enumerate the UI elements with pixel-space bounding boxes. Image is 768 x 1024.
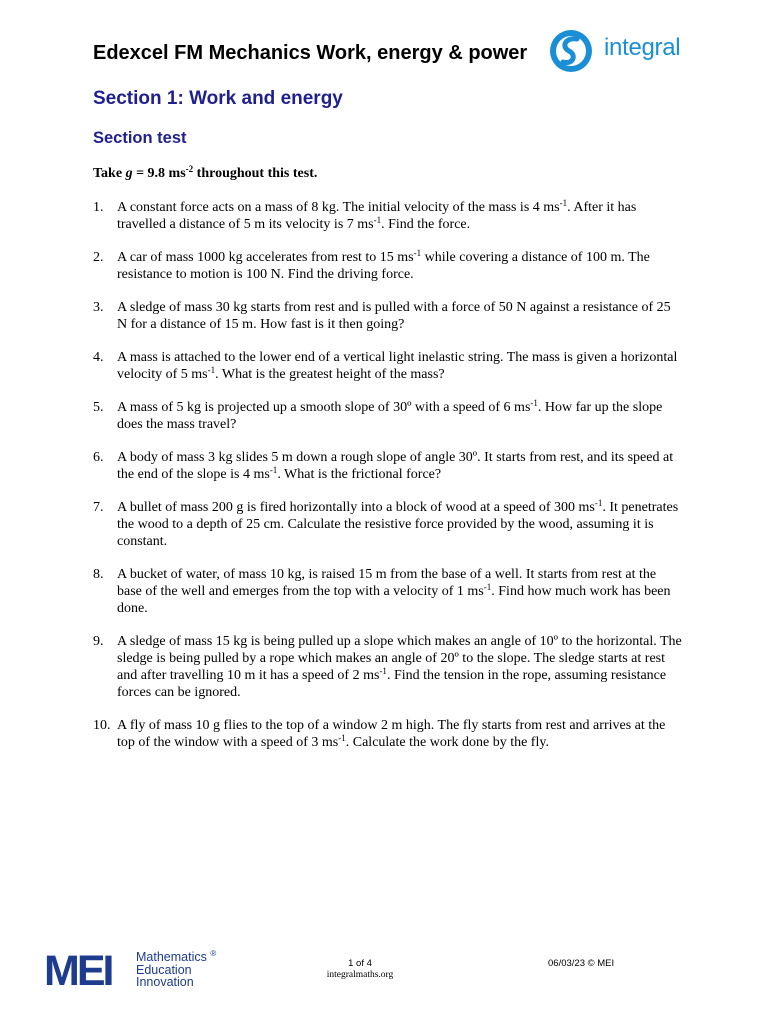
question-text: . Calculate the work done by the fly.	[345, 735, 549, 750]
mei-logo-mark: MEI	[44, 947, 112, 995]
superscript: -1	[338, 733, 346, 743]
question-item	[93, 249, 683, 283]
question-text: A bucket of water, of mass 10 kg, is raised 15 m from the base of a well. It starts from rest at the base of the well and emerges from the top with a velocity of 1 ms	[117, 567, 657, 599]
footer-date: 06/03/23 © MEI	[548, 958, 615, 969]
page-number: 1 of 4	[348, 958, 372, 969]
question-number: 6.	[93, 450, 104, 465]
question-text: . It penetrates the wood to a depth of 25 cm. Calculate the resistive force provided by the wood, assuming it is constant.	[117, 500, 679, 549]
question-item	[93, 199, 683, 233]
question-list	[93, 199, 683, 767]
question-number: 2.	[93, 250, 104, 265]
question-text: . Find how much work has been done.	[117, 584, 671, 616]
superscript: -1	[483, 582, 492, 592]
question-item	[93, 717, 683, 751]
integral-logo-text: integral	[604, 34, 681, 61]
test-instruction: Take g = 9.8 $ms^{-2}$ throughout this test.	[93, 164, 318, 181]
question-text: A fly of mass 10 g flies to the top of a window 2 m high. The fly starts from rest and arrives at the top of the window with a speed of 3 ms	[117, 718, 666, 750]
question-text: A bullet of mass 200 g is fired horizontally into a block of wood at a speed of 300 ms	[117, 500, 595, 515]
mei-logo-words: Mathematics ® Education Innovation	[136, 949, 217, 989]
question-text: A sledge of mass 30 kg starts from rest and is pulled with a force of 50 N against a resistance of 25 N for a distance of 15 m. How fast is it then going?	[117, 300, 671, 332]
superscript: -1	[207, 365, 216, 375]
question-item	[93, 566, 683, 617]
question-text: . What is the frictional force?	[277, 467, 442, 482]
question-item	[93, 349, 683, 383]
question-text: . Find the force.	[381, 217, 471, 232]
question-text: A sledge of mass 15 kg is being pulled up a slope which makes an angle of 10º to the horizontal. The sledge is being pulled by a rope which makes an angle of 20º to the slope. The sledge starts at rest and after travelling 10 m it has a speed of 2 ms	[117, 634, 682, 683]
question-text: A car of mass 1000 kg accelerates from rest to 15 ms	[117, 250, 414, 265]
question-number: 3.	[93, 300, 104, 315]
section-title: Section 1: Work and energy	[93, 88, 343, 109]
question-text: A constant force acts on a mass of 8 kg. The initial velocity of the mass is 4 ms	[117, 200, 560, 215]
footer-website: integralmaths.org	[326, 970, 394, 980]
question-text: . After it has travelled a distance of 5 m its velocity is 7 ms	[117, 200, 637, 232]
question-text: A mass is attached to the lower end of a vertical light inelastic string. The mass is given a horizontal velocity of 5 ms	[117, 350, 678, 382]
question-number: 8.	[93, 567, 104, 582]
superscript: -1	[269, 465, 278, 475]
question-item	[93, 499, 683, 550]
question-text: A body of mass 3 kg slides 5 m down a rough slope of angle 30º. It starts from rest, and its speed at the end of the slope is 4 ms	[117, 450, 674, 482]
question-text: . How far up the slope does the mass travel?	[117, 400, 663, 432]
question-item	[93, 449, 683, 483]
question-text: . What is the greatest height of the mass?	[215, 367, 445, 382]
question-item	[93, 299, 683, 333]
question-item	[93, 633, 683, 701]
superscript: -1	[559, 198, 568, 208]
question-text: A mass of 5 kg is projected up a smooth slope of 30º with a speed of 6 ms	[117, 400, 531, 415]
question-item	[93, 399, 683, 433]
superscript: -1	[413, 248, 422, 258]
question-text: while covering a distance of 100 m. The resistance to motion is 100 N. Find the driving force.	[117, 250, 650, 282]
question-number: 7.	[93, 500, 104, 515]
section-subtitle: Section test	[93, 129, 187, 147]
question-text: . Find the tension in the rope, assuming resistance forces can be ignored.	[117, 668, 667, 700]
question-number: 9.	[93, 634, 104, 649]
superscript: -1	[594, 498, 603, 508]
document-title: Edexcel FM Mechanics Work, energy & power	[93, 42, 528, 64]
question-number: 10.	[93, 718, 111, 733]
question-number: 5.	[93, 400, 104, 415]
superscript: -1	[373, 215, 382, 225]
superscript: -1	[530, 398, 538, 408]
superscript: -1	[379, 666, 387, 676]
question-number: 1.	[93, 200, 104, 215]
question-number: 4.	[93, 350, 104, 365]
